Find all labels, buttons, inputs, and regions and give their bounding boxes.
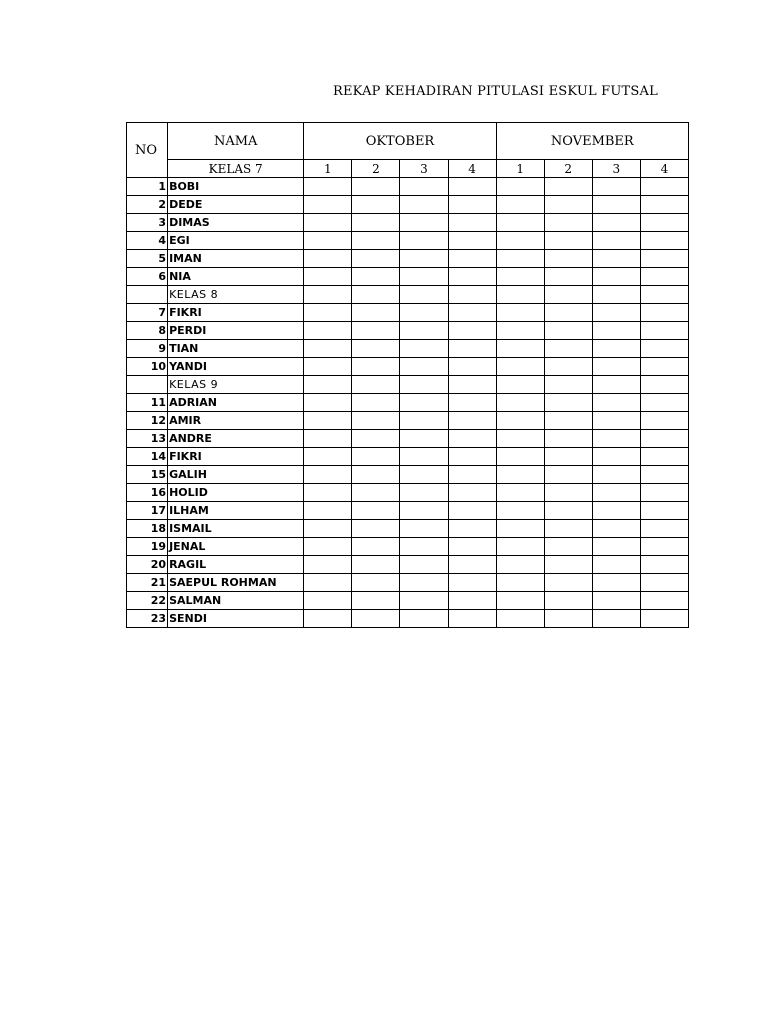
- attendance-cell: [544, 556, 592, 574]
- header-week: 4: [640, 160, 688, 178]
- attendance-cell: [400, 430, 448, 448]
- attendance-cell: [352, 232, 400, 250]
- header-week: 2: [544, 160, 592, 178]
- attendance-cell: [400, 610, 448, 628]
- attendance-cell: [496, 322, 544, 340]
- attendance-cell: [496, 412, 544, 430]
- attendance-cell: [496, 196, 544, 214]
- group-row: [127, 376, 689, 394]
- attendance-cell: [304, 304, 352, 322]
- attendance-cell: [352, 250, 400, 268]
- attendance-cell: [304, 358, 352, 376]
- attendance-cell: [304, 376, 352, 394]
- attendance-cell: [448, 538, 496, 556]
- table-row: [127, 412, 689, 430]
- attendance-cell: [304, 430, 352, 448]
- attendance-cell: [400, 304, 448, 322]
- row-number: 12: [127, 412, 168, 430]
- attendance-cell: [352, 178, 400, 196]
- attendance-cell: [304, 538, 352, 556]
- attendance-cell: [592, 196, 640, 214]
- table-row: [127, 214, 689, 232]
- attendance-cell: [640, 520, 688, 538]
- attendance-cell: [400, 376, 448, 394]
- attendance-cell: [304, 502, 352, 520]
- table-row: [127, 304, 689, 322]
- attendance-cell: [448, 592, 496, 610]
- attendance-cell: [352, 304, 400, 322]
- attendance-cell: [496, 178, 544, 196]
- table-row: [127, 430, 689, 448]
- student-name: BOBI: [168, 178, 304, 196]
- student-name: DIMAS: [168, 214, 304, 232]
- row-number: 6: [127, 268, 168, 286]
- attendance-cell: [352, 556, 400, 574]
- header-nama: NAMA: [168, 123, 304, 160]
- attendance-cell: [304, 340, 352, 358]
- attendance-cell: [400, 358, 448, 376]
- attendance-cell: [448, 340, 496, 358]
- attendance-cell: [352, 520, 400, 538]
- table-row: [127, 610, 689, 628]
- attendance-cell: [448, 412, 496, 430]
- attendance-cell: [496, 484, 544, 502]
- attendance-cell: [544, 448, 592, 466]
- row-number: 17: [127, 502, 168, 520]
- attendance-cell: [448, 268, 496, 286]
- row-number: 18: [127, 520, 168, 538]
- attendance-cell: [640, 250, 688, 268]
- attendance-cell: [592, 484, 640, 502]
- row-number: 1: [127, 178, 168, 196]
- attendance-cell: [352, 466, 400, 484]
- attendance-cell: [400, 520, 448, 538]
- attendance-cell: [640, 430, 688, 448]
- attendance-cell: [400, 268, 448, 286]
- group-label: KELAS 9: [168, 376, 304, 394]
- attendance-cell: [544, 610, 592, 628]
- attendance-cell: [352, 448, 400, 466]
- attendance-cell: [640, 376, 688, 394]
- attendance-cell: [544, 394, 592, 412]
- attendance-cell: [304, 394, 352, 412]
- table-row: [127, 574, 689, 592]
- student-name: ANDRE: [168, 430, 304, 448]
- header-week: 2: [352, 160, 400, 178]
- attendance-cell: [400, 340, 448, 358]
- attendance-cell: [544, 484, 592, 502]
- student-name: FIKRI: [168, 448, 304, 466]
- attendance-cell: [304, 448, 352, 466]
- attendance-cell: [448, 556, 496, 574]
- attendance-cell: [448, 574, 496, 592]
- table-row: [127, 322, 689, 340]
- attendance-cell: [592, 394, 640, 412]
- row-number: 16: [127, 484, 168, 502]
- attendance-cell: [496, 268, 544, 286]
- attendance-cell: [400, 232, 448, 250]
- attendance-cell: [496, 232, 544, 250]
- attendance-cell: [400, 592, 448, 610]
- attendance-cell: [496, 520, 544, 538]
- row-number: 4: [127, 232, 168, 250]
- header-week: 1: [304, 160, 352, 178]
- header-week: 3: [592, 160, 640, 178]
- attendance-cell: [544, 466, 592, 484]
- attendance-cell: [304, 466, 352, 484]
- row-number: 23: [127, 610, 168, 628]
- attendance-cell: [592, 538, 640, 556]
- attendance-cell: [640, 502, 688, 520]
- row-number: 21: [127, 574, 168, 592]
- student-name: YANDI: [168, 358, 304, 376]
- row-number: 13: [127, 430, 168, 448]
- attendance-cell: [352, 430, 400, 448]
- attendance-cell: [400, 196, 448, 214]
- attendance-cell: [592, 448, 640, 466]
- attendance-cell: [640, 592, 688, 610]
- student-name: HOLID: [168, 484, 304, 502]
- attendance-cell: [544, 520, 592, 538]
- attendance-cell: [544, 430, 592, 448]
- attendance-cell: [592, 178, 640, 196]
- attendance-cell: [640, 610, 688, 628]
- attendance-cell: [640, 574, 688, 592]
- attendance-cell: [640, 466, 688, 484]
- student-name: EGI: [168, 232, 304, 250]
- attendance-cell: [448, 394, 496, 412]
- table-row: [127, 232, 689, 250]
- attendance-cell: [400, 394, 448, 412]
- attendance-cell: [400, 214, 448, 232]
- attendance-cell: [592, 304, 640, 322]
- attendance-cell: [592, 250, 640, 268]
- table-row: [127, 394, 689, 412]
- table-row: [127, 484, 689, 502]
- attendance-cell: [496, 610, 544, 628]
- attendance-cell: [640, 448, 688, 466]
- row-number: 15: [127, 466, 168, 484]
- header-group-kelas-7: KELAS 7: [168, 160, 304, 178]
- attendance-cell: [544, 268, 592, 286]
- student-name: ADRIAN: [168, 394, 304, 412]
- attendance-cell: [448, 448, 496, 466]
- attendance-cell: [448, 430, 496, 448]
- student-name: GALIH: [168, 466, 304, 484]
- attendance-cell: [448, 214, 496, 232]
- attendance-cell: [448, 286, 496, 304]
- attendance-cell: [400, 484, 448, 502]
- attendance-cell: [304, 286, 352, 304]
- attendance-cell: [304, 268, 352, 286]
- attendance-cell: [352, 376, 400, 394]
- header-row: [127, 123, 689, 160]
- student-name: ISMAIL: [168, 520, 304, 538]
- student-name: SAEPUL ROHMAN: [168, 574, 304, 592]
- attendance-cell: [640, 358, 688, 376]
- attendance-cell: [544, 358, 592, 376]
- student-name: IMAN: [168, 250, 304, 268]
- attendance-cell: [640, 394, 688, 412]
- group-label: KELAS 8: [168, 286, 304, 304]
- attendance-cell: [304, 520, 352, 538]
- attendance-cell: [400, 538, 448, 556]
- attendance-cell: [640, 556, 688, 574]
- attendance-cell: [496, 592, 544, 610]
- attendance-cell: [496, 250, 544, 268]
- attendance-cell: [304, 322, 352, 340]
- attendance-cell: [304, 610, 352, 628]
- attendance-cell: [592, 430, 640, 448]
- attendance-cell: [640, 322, 688, 340]
- row-number: [127, 286, 168, 304]
- attendance-cell: [640, 286, 688, 304]
- student-name: AMIR: [168, 412, 304, 430]
- attendance-cell: [352, 340, 400, 358]
- table-row: [127, 520, 689, 538]
- attendance-cell: [544, 502, 592, 520]
- attendance-cell: [592, 286, 640, 304]
- attendance-cell: [544, 538, 592, 556]
- attendance-cell: [640, 484, 688, 502]
- attendance-cell: [592, 502, 640, 520]
- table-row: [127, 178, 689, 196]
- attendance-cell: [592, 592, 640, 610]
- attendance-cell: [304, 232, 352, 250]
- attendance-cell: [352, 484, 400, 502]
- row-number: 2: [127, 196, 168, 214]
- student-name: JENAL: [168, 538, 304, 556]
- attendance-cell: [544, 376, 592, 394]
- attendance-cell: [496, 538, 544, 556]
- attendance-cell: [496, 304, 544, 322]
- attendance-cell: [544, 214, 592, 232]
- attendance-cell: [496, 340, 544, 358]
- table-body: [127, 178, 689, 628]
- attendance-cell: [352, 610, 400, 628]
- attendance-cell: [496, 394, 544, 412]
- row-number: 8: [127, 322, 168, 340]
- attendance-cell: [640, 538, 688, 556]
- attendance-cell: [448, 196, 496, 214]
- attendance-cell: [304, 574, 352, 592]
- attendance-cell: [352, 214, 400, 232]
- attendance-cell: [304, 592, 352, 610]
- attendance-cell: [592, 358, 640, 376]
- attendance-cell: [544, 232, 592, 250]
- attendance-cell: [448, 250, 496, 268]
- attendance-cell: [544, 322, 592, 340]
- document-title: REKAP KEHADIRAN PITULASI ESKUL FUTSAL: [333, 84, 658, 99]
- attendance-cell: [400, 556, 448, 574]
- student-name: NIA: [168, 268, 304, 286]
- attendance-cell: [304, 178, 352, 196]
- attendance-cell: [352, 538, 400, 556]
- attendance-cell: [448, 178, 496, 196]
- student-name: TIAN: [168, 340, 304, 358]
- student-name: PERDI: [168, 322, 304, 340]
- row-number: 10: [127, 358, 168, 376]
- attendance-cell: [400, 448, 448, 466]
- attendance-cell: [496, 430, 544, 448]
- header-month-oktober: OKTOBER: [304, 123, 496, 160]
- attendance-cell: [496, 448, 544, 466]
- attendance-cell: [592, 322, 640, 340]
- attendance-cell: [448, 520, 496, 538]
- attendance-cell: [544, 286, 592, 304]
- row-number: 3: [127, 214, 168, 232]
- row-number: 20: [127, 556, 168, 574]
- attendance-cell: [448, 502, 496, 520]
- attendance-cell: [640, 214, 688, 232]
- attendance-cell: [544, 340, 592, 358]
- attendance-cell: [544, 574, 592, 592]
- table-row: [127, 340, 689, 358]
- attendance-cell: [592, 574, 640, 592]
- row-number: [127, 376, 168, 394]
- attendance-cell: [592, 556, 640, 574]
- header-no: NO: [127, 123, 168, 178]
- attendance-cell: [448, 232, 496, 250]
- attendance-cell: [544, 412, 592, 430]
- attendance-cell: [400, 502, 448, 520]
- attendance-cell: [352, 394, 400, 412]
- table-row: [127, 268, 689, 286]
- attendance-cell: [592, 376, 640, 394]
- attendance-cell: [352, 286, 400, 304]
- attendance-cell: [352, 268, 400, 286]
- attendance-cell: [304, 484, 352, 502]
- row-number: 19: [127, 538, 168, 556]
- table-row: [127, 502, 689, 520]
- attendance-cell: [592, 610, 640, 628]
- header-week: 1: [496, 160, 544, 178]
- subheader-row: [127, 160, 689, 178]
- attendance-cell: [352, 574, 400, 592]
- row-number: 7: [127, 304, 168, 322]
- attendance-cell: [592, 268, 640, 286]
- attendance-cell: [400, 574, 448, 592]
- attendance-cell: [640, 304, 688, 322]
- group-row: [127, 286, 689, 304]
- row-number: 5: [127, 250, 168, 268]
- attendance-cell: [640, 196, 688, 214]
- attendance-cell: [304, 196, 352, 214]
- attendance-cell: [448, 610, 496, 628]
- attendance-table: [126, 122, 689, 628]
- attendance-cell: [448, 304, 496, 322]
- attendance-cell: [400, 286, 448, 304]
- attendance-cell: [592, 466, 640, 484]
- attendance-cell: [448, 358, 496, 376]
- attendance-cell: [400, 178, 448, 196]
- attendance-cell: [352, 322, 400, 340]
- attendance-cell: [592, 412, 640, 430]
- row-number: 14: [127, 448, 168, 466]
- row-number: 9: [127, 340, 168, 358]
- student-name: SALMAN: [168, 592, 304, 610]
- attendance-cell: [640, 178, 688, 196]
- attendance-cell: [592, 340, 640, 358]
- row-number: 11: [127, 394, 168, 412]
- attendance-cell: [592, 232, 640, 250]
- attendance-cell: [592, 520, 640, 538]
- table-row: [127, 196, 689, 214]
- table-row: [127, 358, 689, 376]
- attendance-cell: [496, 556, 544, 574]
- row-number: 22: [127, 592, 168, 610]
- attendance-cell: [496, 466, 544, 484]
- attendance-cell: [400, 250, 448, 268]
- attendance-cell: [496, 358, 544, 376]
- attendance-cell: [592, 214, 640, 232]
- attendance-cell: [544, 250, 592, 268]
- attendance-cell: [304, 556, 352, 574]
- attendance-cell: [448, 376, 496, 394]
- attendance-cell: [544, 304, 592, 322]
- student-name: ILHAM: [168, 502, 304, 520]
- attendance-cell: [544, 196, 592, 214]
- student-name: DEDE: [168, 196, 304, 214]
- attendance-cell: [640, 340, 688, 358]
- attendance-cell: [640, 412, 688, 430]
- attendance-cell: [304, 412, 352, 430]
- attendance-cell: [496, 376, 544, 394]
- attendance-cell: [496, 502, 544, 520]
- header-week: 4: [448, 160, 496, 178]
- student-name: SENDI: [168, 610, 304, 628]
- attendance-cell: [544, 592, 592, 610]
- attendance-cell: [352, 358, 400, 376]
- table-row: [127, 250, 689, 268]
- table-row: [127, 538, 689, 556]
- header-week: 3: [400, 160, 448, 178]
- attendance-cell: [400, 466, 448, 484]
- attendance-cell: [400, 322, 448, 340]
- table-row: [127, 556, 689, 574]
- attendance-cell: [304, 214, 352, 232]
- attendance-cell: [496, 574, 544, 592]
- attendance-cell: [640, 268, 688, 286]
- attendance-cell: [496, 286, 544, 304]
- attendance-cell: [448, 484, 496, 502]
- attendance-cell: [640, 232, 688, 250]
- student-name: RAGIL: [168, 556, 304, 574]
- attendance-cell: [352, 592, 400, 610]
- attendance-cell: [352, 412, 400, 430]
- attendance-cell: [448, 322, 496, 340]
- table-row: [127, 592, 689, 610]
- attendance-cell: [544, 178, 592, 196]
- attendance-cell: [352, 196, 400, 214]
- student-name: FIKRI: [168, 304, 304, 322]
- attendance-cell: [448, 466, 496, 484]
- attendance-cell: [496, 214, 544, 232]
- table-row: [127, 448, 689, 466]
- table-row: [127, 466, 689, 484]
- attendance-cell: [352, 502, 400, 520]
- header-month-november: NOVEMBER: [496, 123, 688, 160]
- attendance-cell: [400, 412, 448, 430]
- attendance-cell: [304, 250, 352, 268]
